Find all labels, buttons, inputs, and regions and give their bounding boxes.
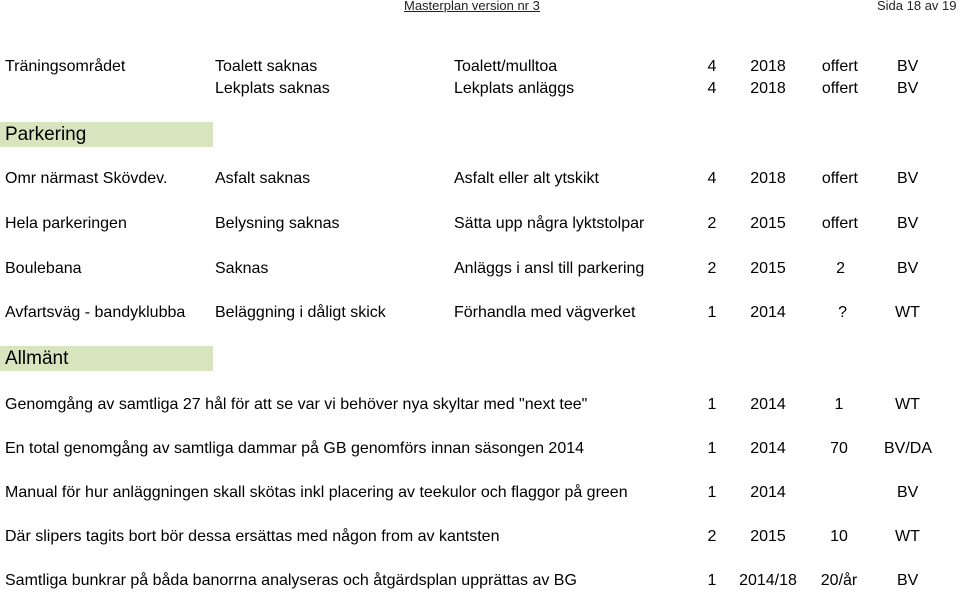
section-header-parkering [0, 122, 213, 147]
cost-cell: 20/år [820, 572, 858, 589]
responsible-cell: BV [897, 80, 919, 97]
problem-cell: Asfalt saknas [215, 170, 311, 187]
responsible-cell: BV [897, 484, 919, 501]
task-cell: Manual för hur anläggningen skall skötas inkl placering av teekulor och flaggor på green [5, 484, 628, 501]
priority-cell: 2 [707, 528, 717, 545]
action-cell: Toalett/mulltoa [454, 58, 558, 75]
priority-cell: 2 [707, 215, 717, 232]
cost-cell: 2 [836, 260, 845, 277]
year-cell: 2014 [750, 440, 786, 457]
priority-cell: 1 [707, 304, 717, 321]
area-cell: Träningsområdet [5, 58, 126, 75]
task-cell: En total genomgång av samtliga dammar på GB genomförs innan säsongen 2014 [5, 440, 585, 457]
responsible-cell: WT [895, 528, 920, 545]
responsible-cell: BV [897, 215, 919, 232]
year-cell: 2018 [750, 58, 786, 75]
priority-cell: 1 [707, 572, 717, 589]
action-cell: Sätta upp några lyktstolpar [454, 215, 645, 232]
responsible-cell: BV [897, 58, 919, 75]
responsible-cell: BV [897, 170, 919, 187]
responsible-cell: BV [897, 260, 919, 277]
priority-cell: 1 [707, 440, 717, 457]
cost-cell: ? [838, 304, 847, 321]
cost-cell: 10 [830, 528, 848, 545]
problem-cell: Toalett saknas [215, 58, 318, 75]
problem-cell: Belysning saknas [215, 215, 340, 232]
responsible-cell: WT [895, 304, 920, 321]
action-cell: Asfalt eller alt ytskikt [454, 170, 599, 187]
responsible-cell: BV [897, 572, 919, 589]
task-cell: Samtliga bunkrar på båda banorrna analyseras och åtgärdsplan upprättas av BG [5, 572, 577, 589]
priority-cell: 4 [707, 58, 717, 75]
cost-cell: offert [821, 80, 858, 97]
area-cell: Avfartsväg - bandyklubba [5, 304, 186, 321]
area-cell: Boulebana [5, 260, 82, 277]
responsible-cell: BV/DA [884, 440, 933, 457]
year-cell: 2015 [750, 260, 786, 277]
task-cell: Genomgång av samtliga 27 hål för att se var vi behöver nya skyltar med "next tee" [5, 396, 588, 413]
priority-cell: 2 [707, 260, 717, 277]
document-title[interactable]: Masterplan version nr 3 [404, 0, 540, 13]
year-cell: 2014/18 [739, 572, 797, 589]
problem-cell: Lekplats saknas [215, 80, 330, 97]
cost-cell: offert [821, 215, 858, 232]
year-cell: 2015 [750, 215, 786, 232]
priority-cell: 1 [707, 396, 717, 413]
task-cell: Där slipers tagits bort bör dessa ersättas med någon from av kantsten [5, 528, 500, 545]
problem-cell: Beläggning i dåligt skick [215, 304, 386, 321]
area-cell: Omr närmast Skövdev. [5, 170, 168, 187]
priority-cell: 4 [707, 80, 717, 97]
problem-cell: Saknas [215, 260, 269, 277]
year-cell: 2014 [750, 396, 786, 413]
priority-cell: 4 [707, 170, 717, 187]
section-title: Allmänt [5, 348, 69, 369]
page-number: Sida 18 av 19 [877, 0, 957, 13]
year-cell: 2015 [750, 528, 786, 545]
cost-cell: offert [821, 170, 858, 187]
section-title: Parkering [5, 124, 87, 145]
year-cell: 2014 [750, 484, 786, 501]
cost-cell: 1 [834, 396, 844, 413]
year-cell: 2014 [750, 304, 786, 321]
year-cell: 2018 [750, 170, 786, 187]
year-cell: 2018 [750, 80, 786, 97]
action-cell: Förhandla med vägverket [454, 304, 636, 321]
action-cell: Anläggs i ansl till parkering [454, 260, 645, 277]
cost-cell: offert [821, 58, 858, 75]
action-cell: Lekplats anläggs [454, 80, 575, 97]
responsible-cell: WT [895, 396, 920, 413]
section-header-allmant [0, 346, 213, 371]
area-cell: Hela parkeringen [5, 215, 127, 232]
cost-cell: 70 [830, 440, 848, 457]
priority-cell: 1 [707, 484, 717, 501]
